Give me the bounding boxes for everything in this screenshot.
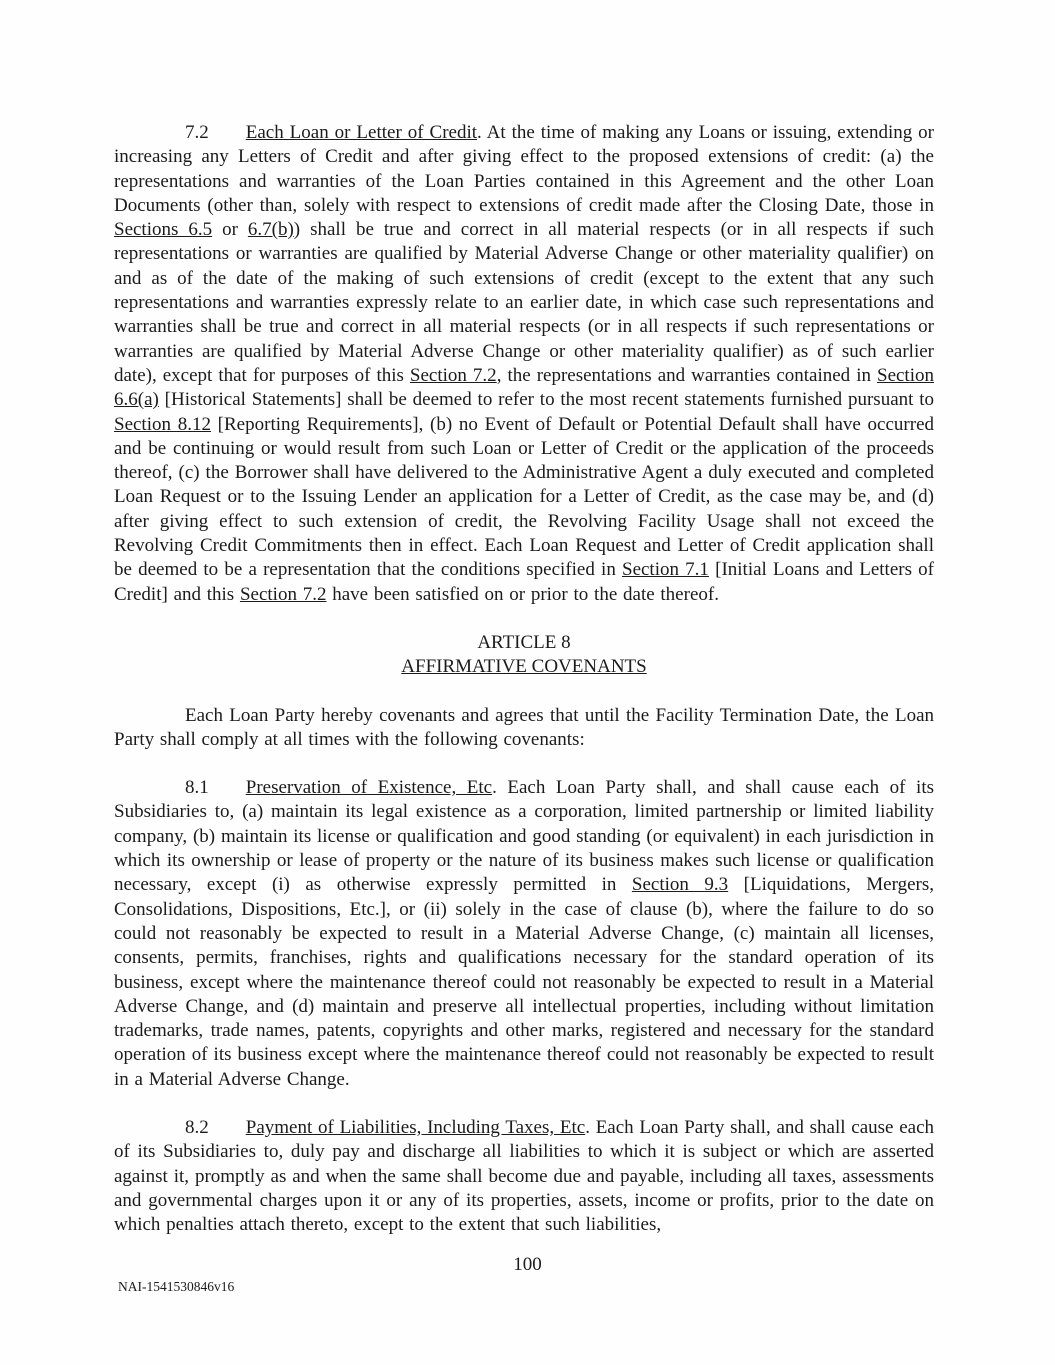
text-run: ) shall be true and correct in all material respects (or in all respects if such representations or warranties are qualified by Material Adverse Change or other materiality qualifier) on and as of the date of the making of such extensions of credit (except to the extent that any such representations and warranties expressly relate to an earlier date, in which case such representations and warranties shall be true and correct in all material respects (or in all respects if such representations or warranties are qualified by Material Adverse Change or other materiality qualifier) as of such earlier date), except that for purposes of this [114,219,934,386]
underlined-text: Section 7.2 [239,583,327,605]
underlined-text: Section 8.12 [114,413,211,435]
text-run: 8.1 [185,777,209,799]
paragraph-covenants-intro [114,704,934,753]
paragraph-8-2 [114,1116,934,1237]
text-run: 8.2 [185,1116,209,1138]
text-run: Each Loan Party hereby covenants and agrees that until the Facility Termination Date, the Loan Party shall comply at all times with the following covenants: [114,704,934,750]
underlined-text: Sections 6.5 [114,219,213,241]
underlined-text: Section 9.3 [631,874,729,896]
text-run: have been satisfied on or prior to the date thereof. [326,583,719,605]
article-title-heading: AFFIRMATIVE COVENANTS [401,656,647,678]
underlined-text: Each Loan or Letter of Credit [245,122,478,143]
text-run: . At the time of making any Loans or issuing, extending or increasing any Letters of Credit and after giving effect to the proposed extensions of credit: (a) the representations and warranties of the Loan Parties contained in this Agreement and the other Loan Documents (other than, solely with respect to extensions of credit made after the Closing Date, those in [114,122,934,216]
article-8-heading [114,631,934,680]
text-run: [Initial Loans and Letters of Credit] and this [114,559,934,605]
paragraph-7-2 [114,121,934,607]
underlined-text: Preservation of Existence, Etc [245,777,493,799]
text-run: [Reporting Requirements], (b) no Event of Default or Potential Default shall have occurred and be continuing or would result from such Loan or Letter of Credit or the application of the proceeds thereof, (c) the Borrower shall have delivered to the Administrative Agent a duly executed and completed Loan Request or to the Issuing Lender an application for a Letter of Credit, as the case may be, and (d) after giving effect to such extension of credit, the Revolving Facility Usage shall not exceed the Revolving Credit Commitments then in effect. Each Loan Request and Letter of Credit application shall be deemed to be a representation that the conditions specified in [114,413,935,581]
underlined-text: Section 7.1 [622,559,709,581]
page-number: 100 [513,1254,542,1275]
document-id-footer: NAI-1541530846v16 [118,1279,235,1294]
text-run: . Each Loan Party shall, and shall cause each of its Subsidiaries to, duly pay and discharge all liabilities to which it is subject or which are asserted against it, promptly as and when the same shall become due and payable, including all taxes, assessments and governmental charges upon it or any of its properties, assets, income or profits, prior to the date on which penalties attach thereto, except to the extent that such liabilities, [114,1116,935,1236]
document-body [114,121,934,1237]
underlined-text: Payment of Liabilities, Including Taxes, Etc [245,1116,586,1138]
article-number-heading: ARTICLE 8 [477,631,571,653]
text-run: 7.2 [185,122,209,143]
text-run: [Historical Statements] shall be deemed to refer to the most recent statements furnished pursuant to [158,389,934,411]
text-run: . Each Loan Party shall, and shall cause each of its Subsidiaries to, (a) maintain its legal existence as a corporation, limited partnership or limited liability company, (b) maintain its license or qualification and good standing (or equivalent) in each jurisdiction in which its ownership or lease of property or the nature of its business makes such license or qualification necessary, except (i) as otherwise expressly permitted in [114,777,934,896]
text-run: [Liquidations, Mergers, Consolidations, Dispositions, Etc.], or (ii) solely in the case of clause (b), where the failure to do so could not reasonably be expected to result in a Material Adverse Change, (c) maintain all licenses, consents, permits, franchises, rights and qualifications necessary for the standard operation of its business, except where the maintenance thereof could not reasonably be expected to result in a Material Adverse Change, and (d) maintain and preserve all intellectual properties, including without limitation trademarks, trade names, patents, copyrights and other marks, registered and necessary for the standard operation of its business except where the maintenance thereof could not reasonably be expected to result in a Material Adverse Change. [114,874,934,1090]
text-run: or [212,219,248,241]
underlined-text: Section 6.6(a) [114,364,934,411]
underlined-text: 6.7(b) [247,219,294,241]
text-run: , the representations and warranties contained in [496,364,877,386]
paragraph-8-1 [114,776,934,1092]
underlined-text: Section 7.2 [409,364,497,386]
